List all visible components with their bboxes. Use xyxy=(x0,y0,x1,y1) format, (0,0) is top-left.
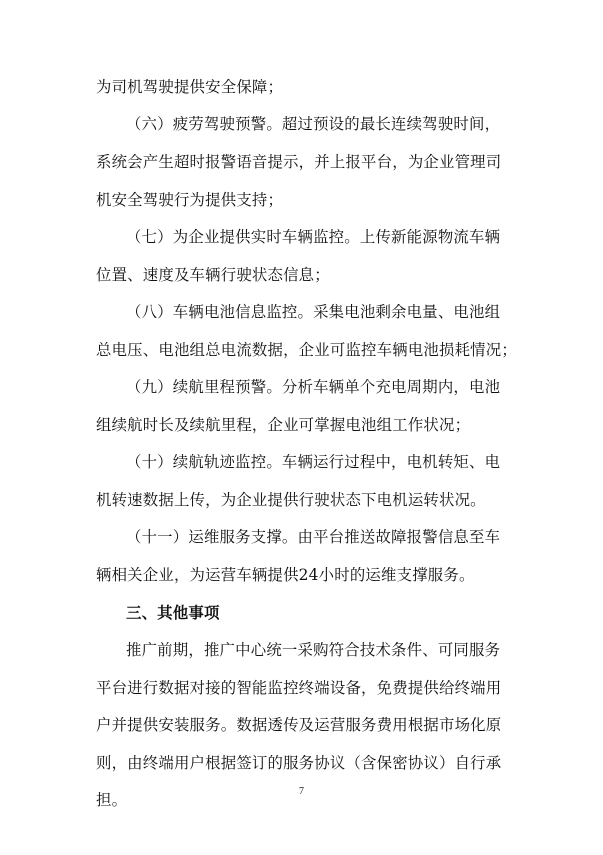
text-line-14: 辆相关企业，为运营车辆提供24小时的运维支撑服务。 xyxy=(96,566,475,584)
text-line-19: 则，由终端用户根据签订的服务协议（含保密协议）自行承 xyxy=(96,754,502,772)
text-line-4: 机安全驾驶行为提供支持； xyxy=(96,191,284,209)
text-line-13: （十一）运维服务支撑。由平台推送故障报警信息至车 xyxy=(126,528,501,546)
text-line-2: （六）疲劳驾驶预警。超过预设的最长连续驾驶时间， xyxy=(126,115,501,133)
text-line-10: 组续航时长及续航里程，企业可掌握电池组工作状况； xyxy=(96,416,471,434)
text-line-3: 系统会产生超时报警语音提示，并上报平台，为企业管理司 xyxy=(96,153,502,171)
text-line-6: 位置、速度及车辆行驶状态信息； xyxy=(96,266,330,284)
text-line-11: （十）续航轨迹监控。车辆运行过程中，电机转矩、电 xyxy=(126,453,501,471)
text-line-18: 户并提供安装服务。数据透传及运营服务费用根据市场化原 xyxy=(96,716,502,734)
text-line-12: 机转速数据上传，为企业提供行驶状态下电机运转状况。 xyxy=(96,491,486,509)
text-line-9: （九）续航里程预警。分析车辆单个充电周期内，电池 xyxy=(126,378,501,396)
text-line-1: 为司机驾驶提供安全保障； xyxy=(96,78,284,96)
text-line-8: 总电压、电池组总电流数据，企业可监控车辆电池损耗情况； xyxy=(96,341,517,359)
text-line-20: 担。 xyxy=(96,791,128,809)
section-heading: 三、其他事项 xyxy=(126,604,220,622)
page-number: 7 xyxy=(299,786,304,797)
text-line-7: （八）车辆电池信息监控。采集电池剩余电量、电池组 xyxy=(126,303,501,321)
text-line-17: 平台进行数据对接的智能监控终端设备，免费提供给终端用 xyxy=(96,679,502,697)
text-line-16: 推广前期，推广中心统一采购符合技术条件、可同服务 xyxy=(126,641,501,659)
text-line-5: （七）为企业提供实时车辆监控。上传新能源物流车辆 xyxy=(126,228,501,246)
